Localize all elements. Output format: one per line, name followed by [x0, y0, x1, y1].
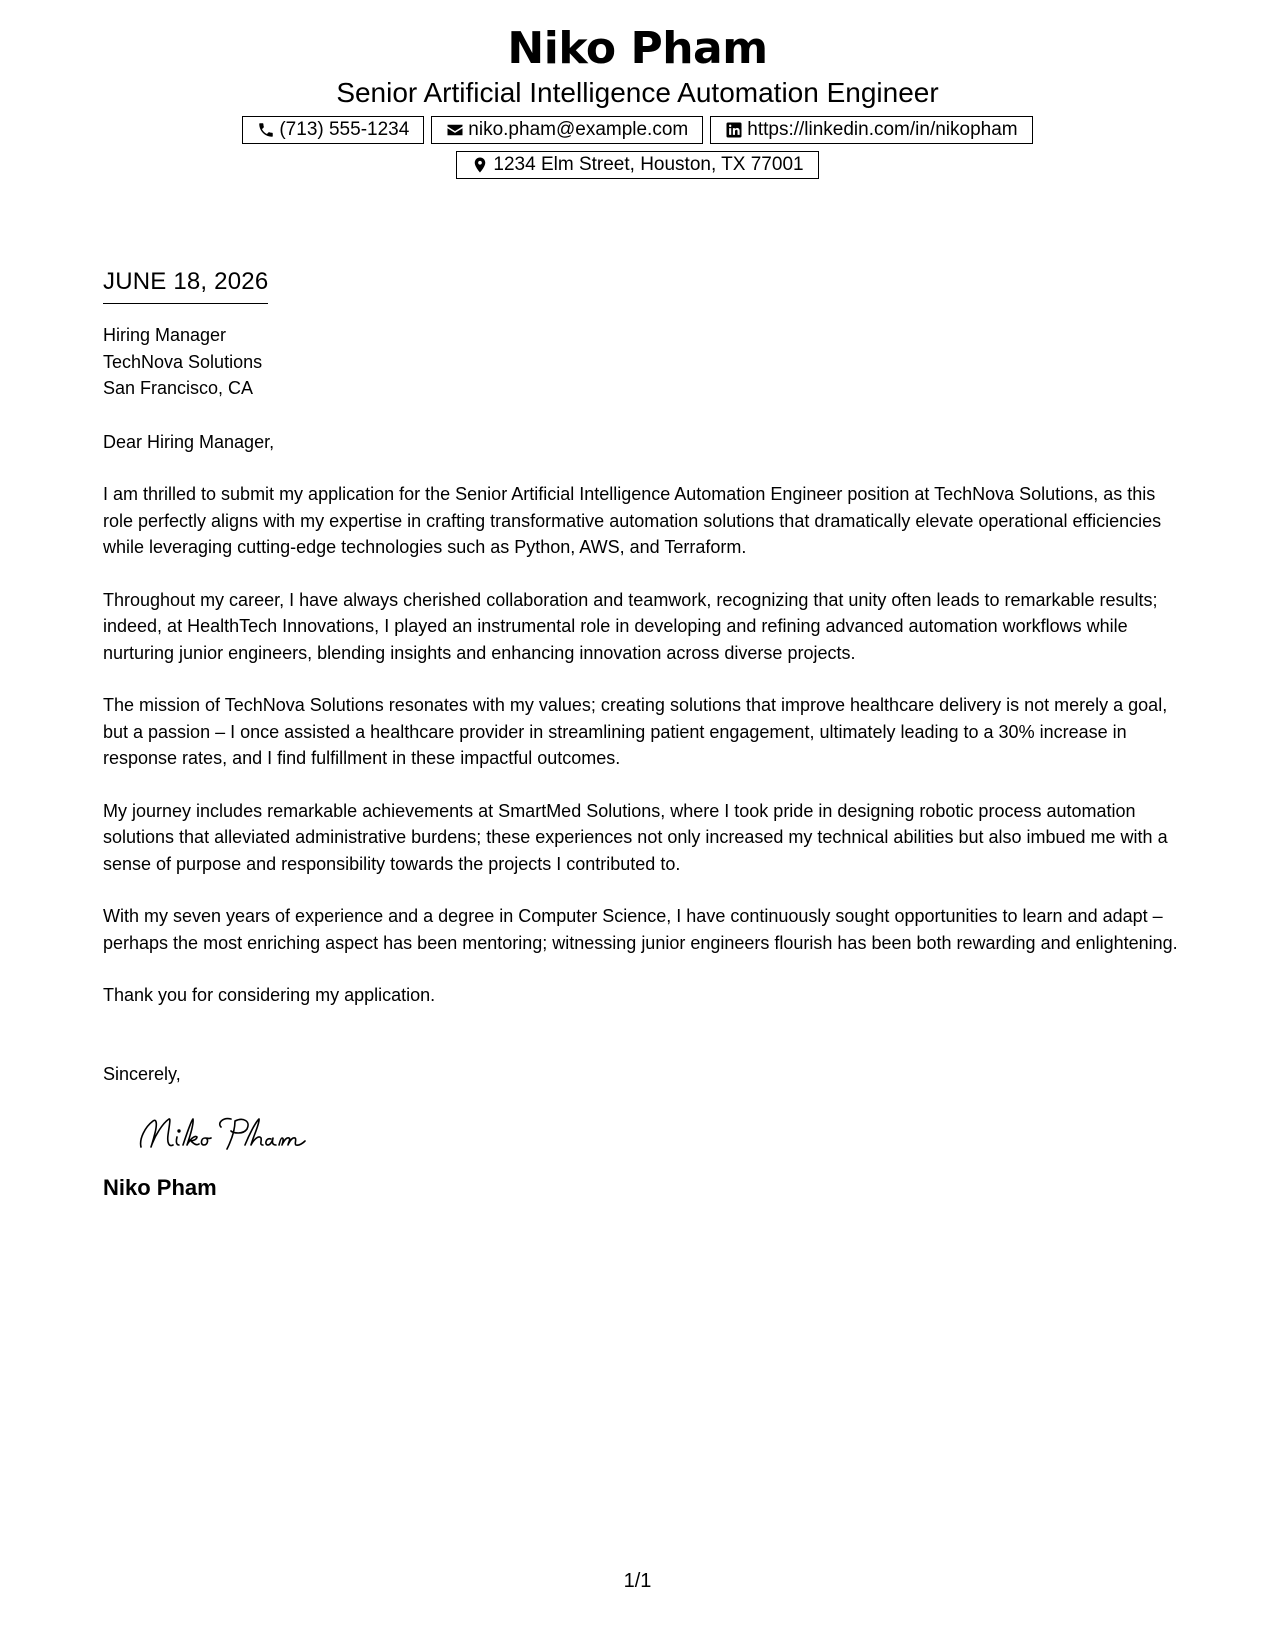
closing-thanks: Thank you for considering my application. — [103, 985, 436, 1005]
valediction: Sincerely, — [103, 1063, 181, 1084]
phone-chip — [242, 116, 424, 144]
page-number: 1/1 — [623, 1570, 652, 1592]
recipient-line: San Francisco, CA — [103, 378, 254, 398]
body-paragraph: Throughout my career, I have always cherished collaboration and teamwork, recognizing that unity often leads to remarkable results; indeed, at HealthTech Innovations, I played an instrumental role in developing and refining advanced automation workflows while nurturing junior engineers, blending insights and enhancing innovation across diverse projects. — [103, 589, 1158, 663]
email-text: niko.pham@example.com — [468, 119, 689, 140]
address-text: 1234 Elm Street, Houston, TX 77001 — [493, 154, 804, 175]
recipient-line: TechNova Solutions — [103, 351, 263, 372]
map-marker-icon — [471, 156, 489, 174]
recipient-line: Hiring Manager — [103, 325, 227, 345]
envelope-icon — [446, 121, 464, 139]
body-paragraph: My journey includes remarkable achievements at SmartMed Solutions, where I took pride in designing robotic process automation solutions that alleviated administrative burdens; these experiences not only increased my technical abilities but also imbued me with a sense of purpose and responsibility towards the projects I contributed to. — [103, 800, 1168, 874]
applicant-name: Niko Pham — [507, 23, 768, 74]
address-row — [0, 151, 1275, 179]
phone-icon — [257, 121, 275, 139]
linkedin-chip — [710, 116, 1032, 144]
signature-icon — [135, 1105, 335, 1165]
linkedin-icon — [725, 121, 743, 139]
body-paragraph: I am thrilled to submit my application for the Senior Artificial Intelligence Automation Engineer position at TechNova Solutions, as this role perfectly aligns with my expertise in crafting transformative automation solutions that dramatically elevate operational efficiencies while leveraging cutting-edge technologies such as Python, AWS, and Terraform. — [103, 484, 1162, 557]
signer-name: Niko Pham — [103, 1175, 217, 1200]
salutation: Dear Hiring Manager, — [103, 431, 275, 452]
body-paragraph: With my seven years of experience and a degree in Computer Science, I have continuously sought opportunities to learn and adapt – perhaps the most enriching aspect has been mentoring; witnessing junior engineers flourish has been both rewarding and enlightening. — [103, 906, 1178, 953]
recipient-block — [103, 322, 1183, 402]
letter-header — [0, 22, 1275, 179]
email-chip — [431, 116, 703, 144]
letter-body — [103, 265, 1183, 1203]
letter-date: JUNE 18, 2026 — [103, 265, 268, 304]
phone-text: (713) 555-1234 — [279, 119, 410, 140]
linkedin-text: https://linkedin.com/in/nikopham — [747, 119, 1018, 140]
handwritten-signature — [135, 1105, 1183, 1165]
applicant-job-title: Senior Artificial Intelligence Automation Engineer — [336, 77, 939, 108]
body-paragraph: The mission of TechNova Solutions resonates with my values; creating solutions that improve healthcare delivery is not merely a goal, but a passion – I once assisted a healthcare provider in streamlining patient engagement, ultimately leading to a 30% increase in response rates, and I find fulfillment in these impactful outcomes. — [103, 695, 1168, 768]
contact-row — [0, 116, 1275, 144]
address-chip — [456, 151, 818, 179]
